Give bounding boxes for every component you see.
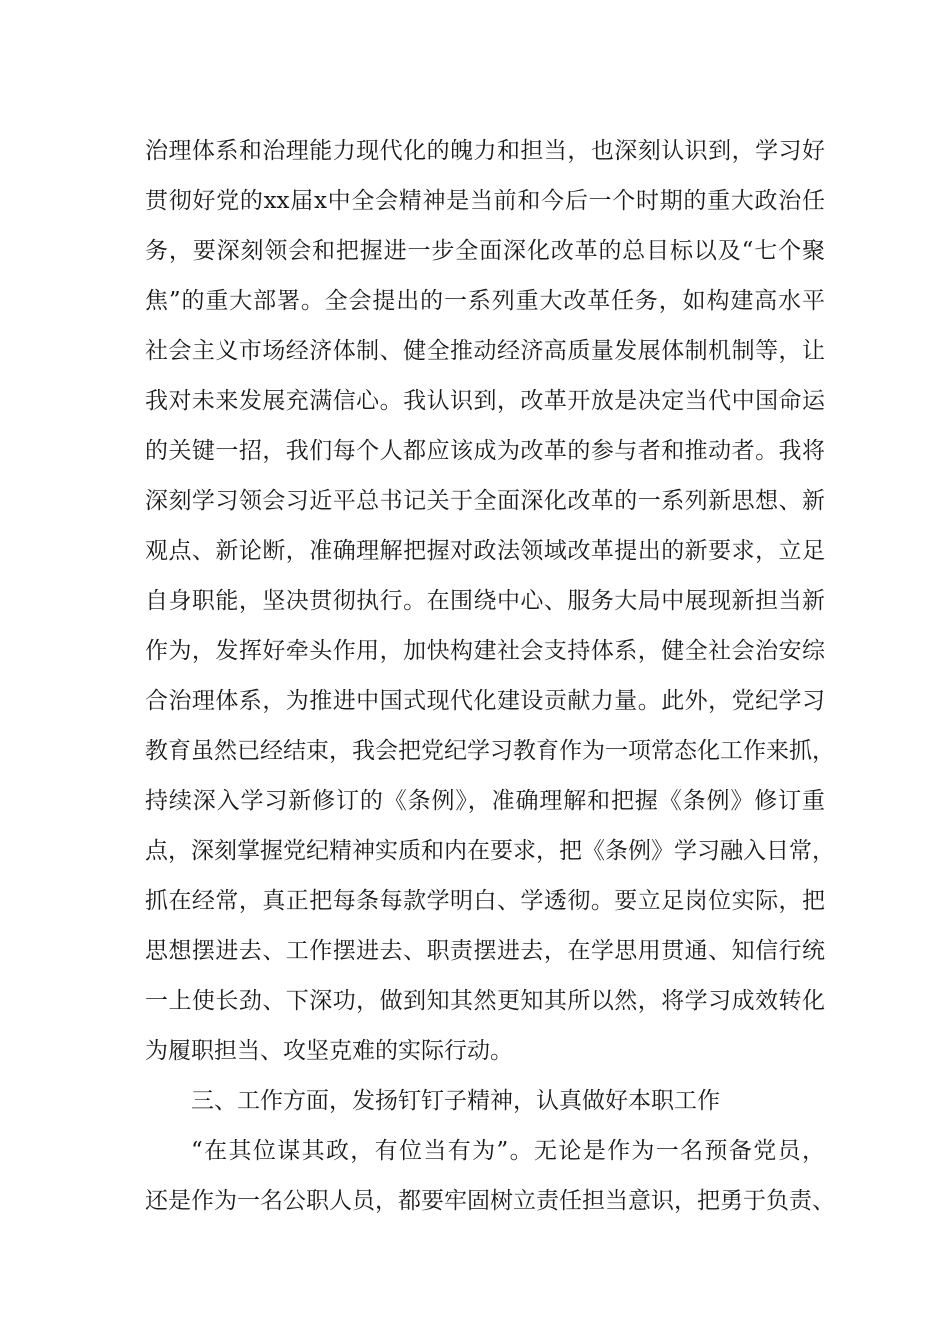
- section-heading: 三、工作方面，发扬钉钉子精神，认真做好本职工作: [191, 1088, 720, 1114]
- body-line: 思想摆进去、工作摆进去、职责摆进去，在学思用贯通、知信行统: [145, 938, 825, 964]
- body-line: 教育虽然已经结束，我会把党纪学习教育作为一项常态化工作来抓，: [145, 738, 835, 764]
- body-line: 自身职能，坚决贯彻执行。在围绕中心、服务大局中展现新担当新: [145, 588, 825, 614]
- body-line: 持续深入学习新修订的《条例》，准确理解和把握《条例》修订重: [145, 788, 825, 814]
- body-line: 点，深刻掌握党纪精神实质和内在要求，把《条例》学习融入日常，: [145, 838, 835, 864]
- body-line: 深刻学习领会习近平总书记关于全面深化改革的一系列新思想、新: [145, 488, 825, 514]
- body-line: 作为，发挥好牵头作用，加快构建社会支持体系，健全社会治安综: [145, 638, 825, 664]
- body-line: 合治理体系，为推进中国式现代化建设贡献力量。此外，党纪学习: [145, 688, 825, 714]
- paragraph-line: “在其位谋其政，有位当有为”。无论是作为一名预备党员，: [191, 1138, 825, 1164]
- body-line: 一上使长劲、下深功，做到知其然更知其所以然，将学习成效转化: [145, 988, 825, 1014]
- paragraph-line: 还是作为一名公职人员，都要牢固树立责任担当意识，把勇于负责、: [145, 1188, 835, 1214]
- body-line: 务，要深刻领会和把握进一步全面深化改革的总目标以及“七个聚: [145, 238, 825, 264]
- body-line: 的关键一招，我们每个人都应该成为改革的参与者和推动者。我将: [145, 438, 825, 464]
- body-line: 社会主义市场经济体制、健全推动经济高质量发展体制机制等，让: [145, 338, 825, 364]
- body-line: 我对未来发展充满信心。我认识到，改革开放是决定当代中国命运: [145, 388, 825, 414]
- body-line-last: 为履职担当、攻坚克难的实际行动。: [145, 1038, 513, 1064]
- body-line: 贯彻好党的xx届x中全会精神是当前和今后一个时期的重大政治任: [145, 188, 825, 214]
- body-line: 治理体系和治理能力现代化的魄力和担当，也深刻认识到，学习好: [145, 138, 825, 164]
- body-line: 观点、新论断，准确理解把握对政法领域改革提出的新要求，立足: [145, 538, 825, 564]
- body-line: 抓在经常，真正把每条每款学明白、学透彻。要立足岗位实际，把: [145, 888, 825, 914]
- body-line: 焦”的重大部署。全会提出的一系列重大改革任务，如构建高水平: [145, 288, 825, 314]
